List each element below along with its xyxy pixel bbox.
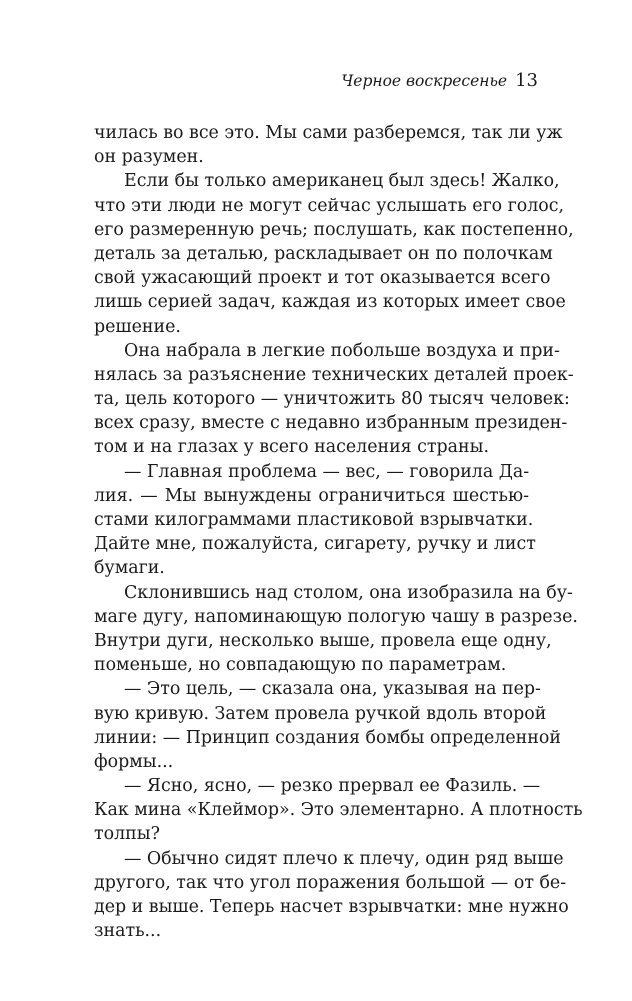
text-line: деталь за деталью, раскладывает он по полочкам — [94, 243, 553, 264]
text-line: чилась во все это. Мы сами разберемся, так ли уж — [94, 123, 563, 143]
text-line: другого, так что угол поражения большой — от бе- — [94, 872, 567, 893]
text-line: — Ясно, ясно, — резко прервал ее Фазиль. — — [124, 776, 541, 797]
text-line: — Обычно сидят плечо к плечу, один ряд выше — [124, 848, 564, 869]
text-line: формы... — [94, 751, 174, 772]
text-line: поменьше, но совпадающую по параметрам. — [94, 655, 507, 676]
text-line: том и на глазах у всего населения страны. — [94, 437, 489, 458]
text-line: что эти люди не могут сейчас услышать его голос, — [94, 195, 565, 216]
text-line: дер и выше. Теперь насчет взрывчатки: мне нужно — [94, 897, 569, 917]
text-line: лишь серией задач, каждая из которых имеет свое — [94, 292, 566, 313]
text-line: лия. — Мы вынуждены ограничиться шестью- — [94, 485, 529, 506]
text-line: знать... — [94, 921, 162, 942]
text-line: Она набрала в легкие побольше воздуха и при- — [124, 340, 560, 361]
text-line: бумаги. — [94, 558, 165, 579]
text-line: толпы? — [94, 824, 160, 845]
running-title: Черное воскресенье — [341, 72, 508, 90]
page-number: 13 — [515, 70, 538, 91]
running-head — [341, 70, 538, 91]
text-line: маге дугу, напоминающую пологую чашу в разрезе. — [94, 606, 578, 627]
text-line: Дайте мне, пожалуйста, сигарету, ручку и лист — [94, 534, 536, 555]
body-text — [94, 121, 583, 943]
text-line: нялась за разъяснение технических деталей проек- — [94, 364, 574, 385]
text-line: Внутри дуги, несколько выше, провела еще одну, — [94, 630, 552, 651]
text-line: решение. — [94, 316, 181, 337]
text-line: Склонившись над столом, она изобразила на бу- — [124, 582, 573, 603]
text-line: свой ужасающий проект и тот оказывается всего — [94, 268, 551, 289]
text-line: всех сразу, вместе с недавно избранным президен- — [94, 413, 568, 434]
text-line: — Это цель, — сказала она, указывая на пер- — [124, 679, 541, 700]
text-line: его размеренную речь; послушать, как постепенно, — [94, 219, 574, 240]
text-line: линии: — Принцип создания бомбы определенной — [94, 727, 561, 748]
text-line: он разумен. — [94, 147, 204, 168]
text-line: стами килограммами пластиковой взрывчатки. — [94, 510, 534, 530]
text-line: та, цель которого — уничтожить 80 тысяч человек: — [94, 389, 570, 410]
text-line: вую кривую. Затем провела ручкой вдоль второй — [94, 703, 547, 724]
text-line: Как мина «Клеймор». Это элементарно. А плотность — [94, 800, 583, 821]
text-line: Если бы только американец был здесь! Жалко, — [124, 171, 560, 192]
text-line: — Главная проблема — вес, — говорила Да- — [124, 461, 530, 482]
